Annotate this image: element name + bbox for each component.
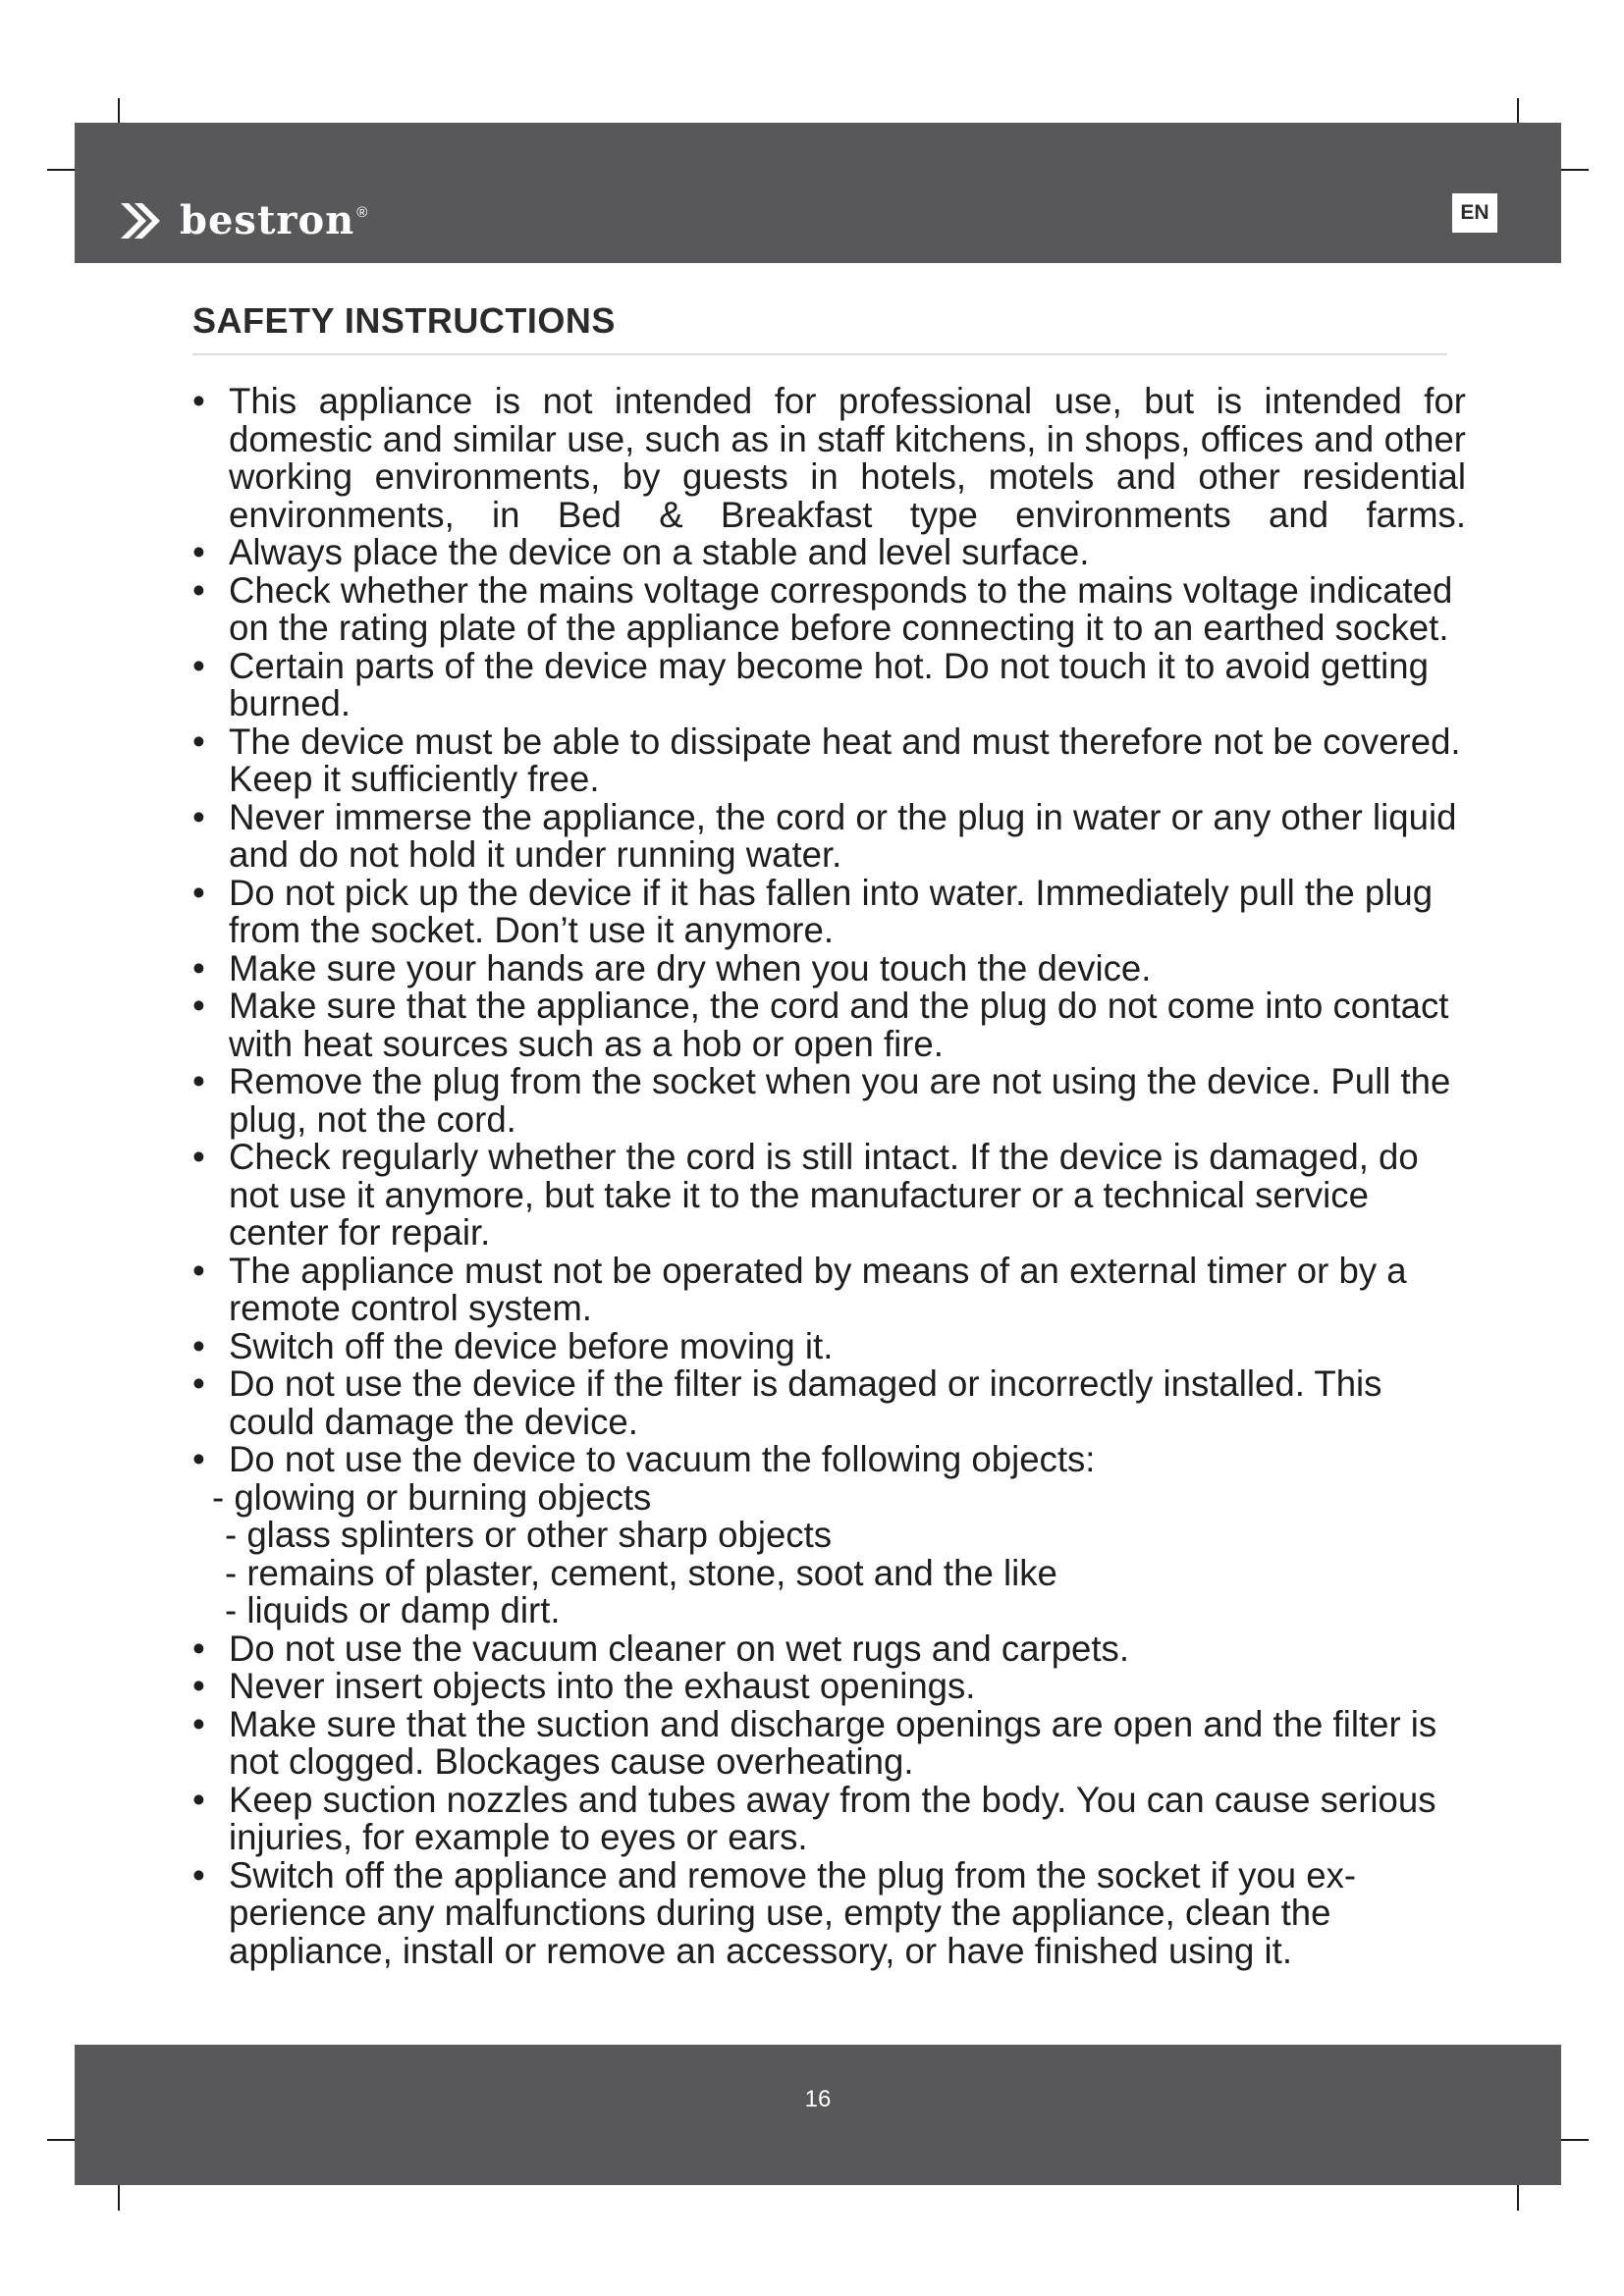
sub-item: - glowing or burning objects bbox=[212, 1476, 652, 1518]
list-item: • Do not pick up the device if it has fallen into water. Immediately pull the plug from the socket. Don’t use it anymore. bbox=[192, 872, 1434, 950]
list-item: • Check whether the mains voltage corresponds to the mains voltage indicated on the rating plate of the appliance before connecting it to an earthed socket. bbox=[192, 569, 1453, 648]
list-item: • Check regularly whether the cord is still intact. If the device is damaged, do not use it anymore, but take it to the manufacturer or a technical service center for repair. bbox=[192, 1137, 1419, 1253]
list-item: • Keep suction nozzles and tubes away from the body. You can cause serious injuries, for example to eyes or ears. bbox=[192, 1779, 1436, 1857]
footer-band bbox=[75, 2045, 1561, 2185]
title-divider bbox=[192, 353, 1447, 355]
list-item: • Switch off the appliance and remove the plug from the socket if you ex-perience any malfunctions during use, empty the appliance, clean the appliance, install or remove an accessory, or have finished using it. bbox=[192, 1854, 1357, 1971]
instructions-list bbox=[192, 383, 1469, 1970]
list-item: • The device must be able to dissipate heat and must therefore not be covered. Keep it sufficiently free. bbox=[192, 721, 1461, 799]
list-item: • This appliance is not intended for professional use, but is intended for domestic and similar use, such as in staff kitchens, in shops, offices and other working environments, by guests in hotels, motels and other residential environments, in Bed & Breakfast type environments and farms. bbox=[192, 381, 1466, 535]
list-item: • Certain parts of the device may become hot. Do not touch it to avoid getting burned. bbox=[192, 645, 1429, 723]
list-item: • Do not use the vacuum cleaner on wet rugs and carpets. bbox=[192, 1628, 1130, 1669]
list-item: • Always place the device on a stable and level surface. bbox=[192, 532, 1090, 572]
list-item: • Remove the plug from the socket when you are not using the device. Pull the plug, not the cord. bbox=[192, 1061, 1451, 1140]
brand-logo bbox=[119, 193, 367, 242]
language-badge: EN bbox=[1452, 193, 1497, 233]
header-band bbox=[75, 123, 1561, 263]
brand-name: bestron bbox=[180, 197, 355, 243]
list-item: • Make sure that the appliance, the cord and the plug do not come into contact with heat sources such as a hob or open fire. bbox=[192, 986, 1449, 1064]
sub-item: - glass splinters or other sharp objects bbox=[225, 1515, 833, 1555]
sub-item: - liquids or damp dirt. bbox=[225, 1590, 561, 1630]
sub-item: - remains of plaster, cement, stone, soot and the like bbox=[225, 1552, 1057, 1593]
list-item: • Do not use the device to vacuum the following objects: bbox=[192, 1439, 1096, 1479]
list-item: • The appliance must not be operated by means of an external timer or by a remote control system. bbox=[192, 1250, 1407, 1328]
list-item: • Never insert objects into the exhaust openings. bbox=[192, 1666, 976, 1706]
list-item: • Make sure your hands are dry when you touch the device. bbox=[192, 947, 1152, 988]
registered-mark: ® bbox=[356, 204, 368, 221]
list-item: • Make sure that the suction and discharge openings are open and the filter is not clogged. Blockages cause overheating. bbox=[192, 1703, 1437, 1782]
page-title: SAFETY INSTRUCTIONS bbox=[192, 300, 616, 341]
list-item: • Do not use the device if the filter is damaged or incorrectly installed. This could damage the device. bbox=[192, 1363, 1382, 1442]
chevrons-icon bbox=[119, 199, 174, 242]
list-item: • Never immerse the appliance, the cord or the plug in water or any other liquid and do not hold it under running water. bbox=[192, 796, 1457, 875]
page-number: 16 bbox=[804, 2086, 832, 2112]
list-item: • Switch off the device before moving it. bbox=[192, 1325, 834, 1366]
